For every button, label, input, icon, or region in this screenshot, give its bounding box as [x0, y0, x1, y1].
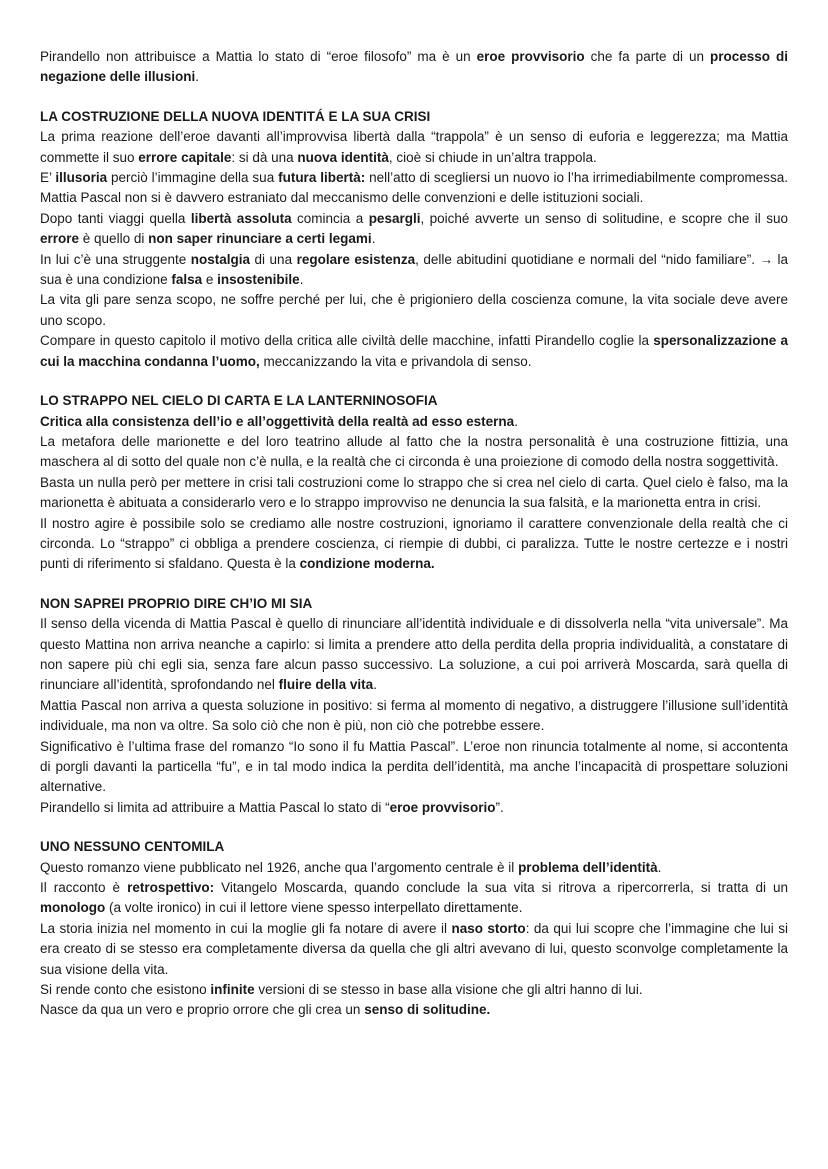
section-title: UNO NESSUNO CENTOMILA: [40, 839, 225, 855]
paragraph: Significativo è l’ultima frase del romanzo “Io sono il fu Mattia Pascal”. L’eroe non rinuncia totalmente al nome, si accontenta di porgli davanti la particella “fu”, e in tal modo indica la perdita dell’identità, ma anche l’incapacità di prospettare soluzioni alternative.: [40, 738, 788, 795]
paragraph: La vita gli pare senza scopo, ne soffre perché per lui, che è prigioniero della coscienza comune, la vita sociale deve avere uno scopo.: [40, 292, 788, 328]
paragraph: Il racconto è retrospettivo: Vitangelo Moscarda, quando conclude la sua vita si ritrova a ripercorrerla, si tratta di un monologo (a volte ironico) in cui il lettore viene spesso interpellato direttamente.: [40, 880, 788, 916]
paragraph: Critica alla consistenza dell’io e all’oggettività della realtà ad esso esterna.: [40, 413, 518, 429]
paragraph: Compare in questo capitolo il motivo della critica alle civiltà delle macchine, infatti Pirandello coglie la spersonalizzazione a cui la macchina condanna l’uomo, meccanizzando la vita e privandola di senso.: [40, 333, 788, 369]
section-title: LA COSTRUZIONE DELLA NUOVA IDENTITÁ E LA SUA CRISI: [40, 108, 431, 124]
paragraph: Nasce da qua un vero e proprio orrore che gli crea un senso di solitudine.: [40, 1002, 491, 1018]
section-title: NON SAPREI PROPRIO DIRE CH’IO MI SIA: [40, 595, 313, 611]
paragraph: La prima reazione dell’eroe davanti all’improvvisa libertà dalla “trappola” è un senso di euforia e leggerezza; ma Mattia commette il suo errore capitale: si dà una nuova identità, cioè si chiude in un’altra trappola.: [40, 129, 788, 165]
intro-paragraph: Pirandello non attribuisce a Mattia lo stato di “eroe filosofo” ma è un eroe provvisorio che fa parte di un processo di negazione delle illusioni.: [40, 49, 788, 85]
section-title: LO STRAPPO NEL CIELO DI CARTA E LA LANTERNINOSOFIA: [40, 393, 438, 409]
paragraph: Basta un nulla però per mettere in crisi tali costruzioni come lo strappo che si crea nel cielo di carta. Quel cielo è falso, ma la marionetta è abituata a considerarlo vero e lo strappo improvviso ne denuncia la sua falsità, e la marionetta entra in crisi.: [40, 474, 788, 511]
paragraph: Il nostro agire è possibile solo se crediamo alle nostre costruzioni, ignoriamo il carattere convenzionale della realtà che ci circonda. Lo “strappo” ci obbliga a prendere coscienza, ci riempie di dubbi, ci paralizza. Tutte le nostre certezze e i nostri punti di riferimento si sfaldano. Questa è la condizione moderna.: [40, 515, 788, 572]
paragraph: E’ illusoria perciò l’immagine della sua futura libertà: nell’atto di scegliersi un nuovo io l’ha irrimediabilmente compromessa. Mattia Pascal non si è davvero estraniato dal meccanismo delle convenzioni e delle istituzioni sociali.: [40, 170, 788, 206]
paragraph: Dopo tanti viaggi quella libertà assoluta comincia a pesargli, poiché avverte un senso di solitudine, e scopre che il suo errore è quello di non saper rinunciare a certi legami.: [40, 210, 788, 247]
paragraph: Pirandello si limita ad attribuire a Mattia Pascal lo stato di “eroe provvisorio”.: [40, 799, 504, 815]
paragraph: La storia inizia nel momento in cui la moglie gli fa notare di avere il naso storto: da qui lui scopre che l’immagine che lui si era creato di se stesso era completamente diversa da quella che gli altri avevano di lui, questo sconvolge completamente la sua visione della vita.: [40, 920, 789, 977]
paragraph: In lui c’è una struggente nostalgia di una regolare esistenza, delle abitudini quotidiane e normali del “nido familiare”. → la sua è una condizione falsa e insostenibile.: [40, 251, 788, 288]
paragraph: La metafora delle marionette e del loro teatrino allude al fatto che la nostra personalità è una costruzione fittizia, una maschera al di sotto del quale non c’è nulla, e la realtà che ci circonda è una proiezione di comodo della nostra soggettività.: [40, 433, 788, 470]
paragraph: Si rende conto che esistono infinite versioni di se stesso in base alla visione che gli altri hanno di lui.: [40, 982, 643, 998]
paragraph: Questo romanzo viene pubblicato nel 1926, anche qua l’argomento centrale è il problema dell’identità.: [40, 859, 662, 875]
paragraph: Il senso della vicenda di Mattia Pascal è quello di rinunciare all’identità individuale e di dissolverla nella “vita universale”. Ma questo Mattina non arriva neanche a capirlo: si limita a prendere atto della perdita della propria individualità, a constatare di non sapere più chi egli sia, senza fare alcun passo successivo. La soluzione, a cui poi arriverà Moscarda, sarà quella di rinunciare all’identità, sprofondando nel fluire della vita.: [40, 616, 788, 693]
paragraph: Mattia Pascal non arriva a questa soluzione in positivo: si ferma al momento di negativo, a distruggere l’illusione sull’identità individuale, ma non va oltre. Sa solo ciò che non è più, non ciò che potrebbe essere.: [40, 697, 788, 734]
